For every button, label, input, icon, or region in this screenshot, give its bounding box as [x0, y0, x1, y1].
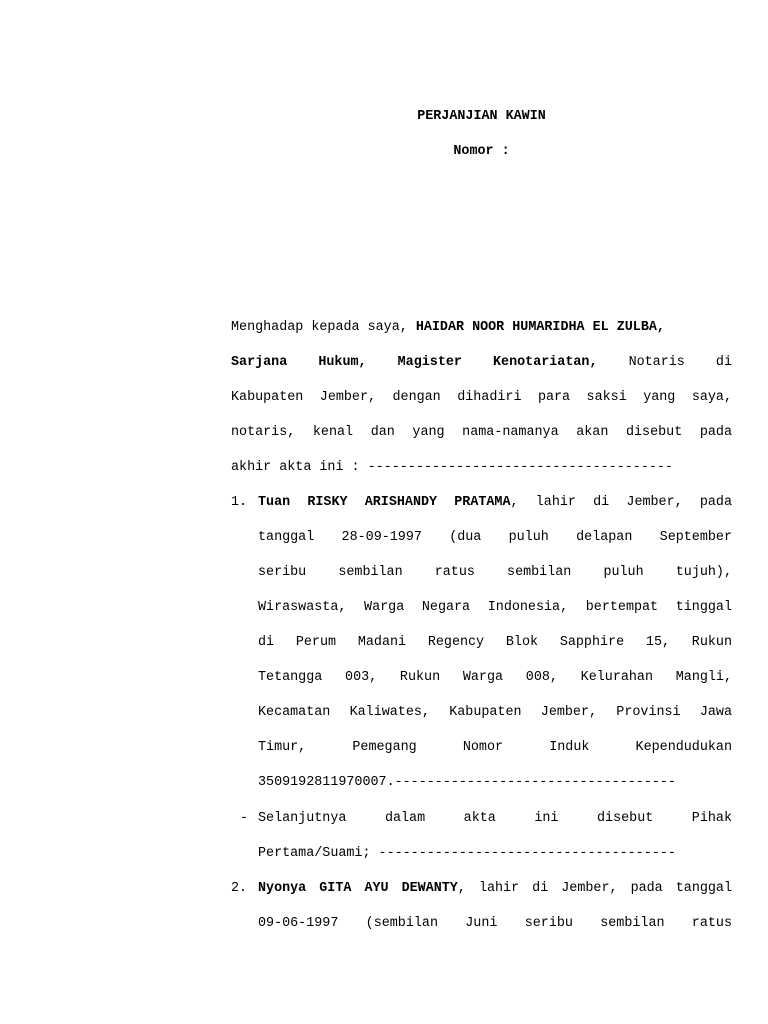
- intro-line-3: Kabupaten Jember, dengan dihadiri para saksi yang saya,: [231, 390, 732, 405]
- party2-line-1: [258, 881, 732, 898]
- list-marker-1: 1.: [231, 495, 248, 510]
- party1-line-1: [258, 495, 732, 512]
- intro-text: Menghadap kepada saya,: [231, 320, 416, 335]
- dash-marker: -: [240, 811, 249, 826]
- party1-designation-1: Selanjutnya dalam akta ini disebut Pihak: [258, 811, 732, 826]
- intro-line-4: notaris, kenal dan yang nama-namanya akan disebut pada: [231, 425, 732, 440]
- intro-line-5: akhir akta ini : --------------------------------------: [231, 460, 673, 475]
- intro-text: Notaris di: [597, 355, 732, 370]
- party1-line-8: Timur, Pemegang Nomor Induk Kependudukan: [258, 740, 732, 755]
- party2-line-2: 09-06-1997 (sembilan Juni seribu sembilan ratus: [258, 916, 732, 931]
- party1-line-6: Tetangga 003, Rukun Warga 008, Kelurahan Mangli,: [258, 670, 732, 685]
- notary-name: HAIDAR NOOR HUMARIDHA EL ZULBA,: [415, 320, 665, 335]
- document-title: PERJANJIAN KAWIN: [417, 109, 546, 124]
- notary-title: Sarjana Hukum, Magister Kenotariatan,: [231, 355, 598, 370]
- party1-line-5: di Perum Madani Regency Blok Sapphire 15, Rukun: [258, 635, 732, 650]
- intro-line-1: [231, 320, 732, 336]
- party1-line-2: tanggal 28-09-1997 (dua puluh delapan September: [258, 530, 732, 545]
- husband-name: Tuan RISKY ARISHANDY PRATAMA: [258, 495, 511, 510]
- party2-text: , lahir di Jember, pada tanggal: [457, 881, 732, 896]
- document-number: Nomor :: [453, 144, 510, 159]
- intro-line-2: [231, 355, 732, 372]
- party1-text: , lahir di Jember, pada: [510, 495, 732, 510]
- party1-line-7: Kecamatan Kaliwates, Kabupaten Jember, Provinsi Jawa: [258, 705, 732, 720]
- party1-line-4: Wiraswasta, Warga Negara Indonesia, bertempat tinggal: [258, 600, 732, 615]
- party1-line-3: seribu sembilan ratus sembilan puluh tujuh),: [258, 565, 732, 580]
- party1-line-9: 3509192811970007.-----------------------------------: [258, 775, 676, 790]
- wife-name: Nyonya GITA AYU DEWANTY: [258, 881, 458, 896]
- list-marker-2: 2.: [231, 881, 248, 896]
- party1-designation-2: Pertama/Suami; -------------------------------------: [258, 846, 676, 861]
